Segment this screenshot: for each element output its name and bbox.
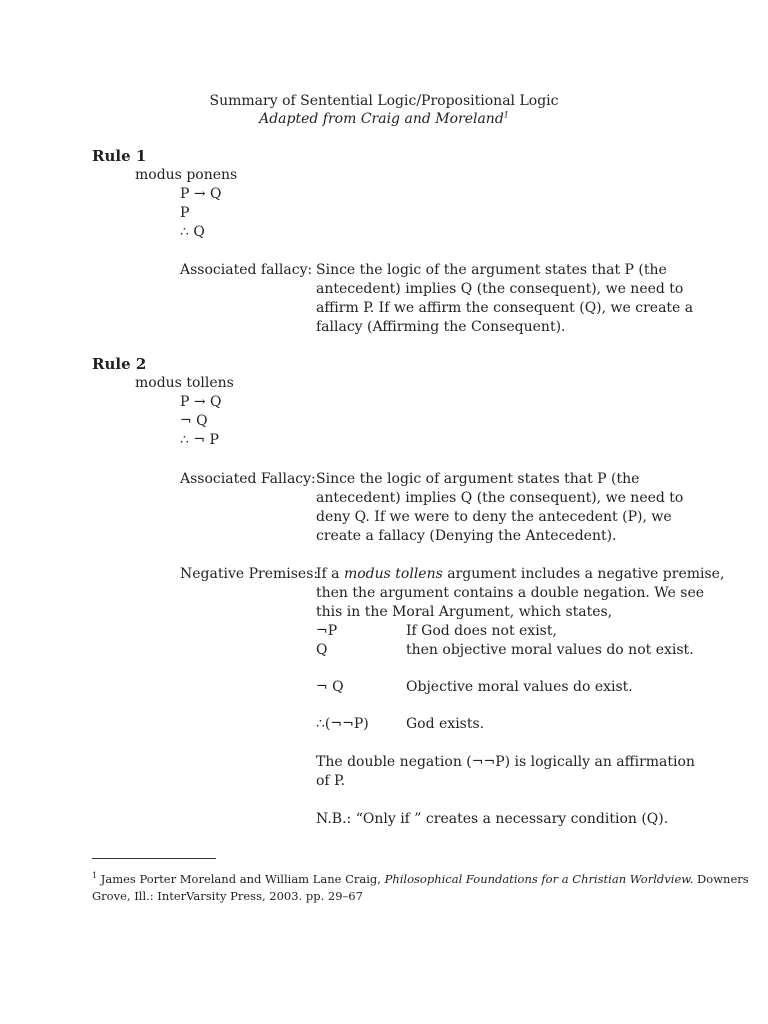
footnote-authors: James Porter Moreland and William Lane Craig, [97, 872, 385, 886]
np-post: argument includes a negative premise, [442, 566, 725, 582]
rule-1-fallacy-label: Associated fallacy: [180, 262, 313, 278]
document-subtitle [0, 110, 768, 129]
rule-2-fallacy-line: create a fallacy (Denying the Antecedent). [316, 528, 617, 544]
rule-1-fallacy-line: antecedent) implies Q (the consequent), we need to [316, 281, 684, 297]
rule-2-fallacy-line: deny Q. If we were to deny the antecedent (P), we [316, 509, 672, 525]
negative-premises-line [316, 565, 724, 584]
rule-1-line-2: P [180, 205, 190, 221]
moral-arg-text: If God does not exist, [406, 623, 557, 639]
np-pre: If a [316, 566, 344, 582]
rule-1-fallacy-line: affirm P. If we affirm the consequent (Q), we create a [316, 300, 694, 316]
rule-1-fallacy-line: fallacy (Affirming the Consequent). [316, 319, 566, 335]
document-title: Summary of Sentential Logic/Propositional Logic [209, 93, 559, 109]
moral-arg-symbol: ¬P [316, 623, 338, 639]
subtitle-text: Adapted from Craig and Moreland [259, 111, 504, 127]
moral-arg-text: then objective moral values do not exist. [406, 642, 694, 658]
rule-1-name: modus ponens [135, 167, 238, 183]
moral-arg-text: God exists. [406, 716, 485, 732]
rule-2-line-3: ∴ ¬ P [180, 432, 219, 448]
footnote-pub: Downers [693, 872, 749, 886]
rule-2-fallacy-label: Associated Fallacy: [180, 471, 316, 487]
double-negation-line: The double negation (¬¬P) is logically an affirmation [316, 754, 695, 770]
footnote-separator [92, 858, 216, 859]
footnote-ref[interactable]: 1 [503, 110, 509, 120]
rule-1-fallacy-line: Since the logic of the argument states that P (the [316, 262, 667, 278]
rule-1-heading: Rule 1 [92, 147, 147, 165]
moral-arg-text: Objective moral values do exist. [406, 679, 633, 695]
footnote-line-2: Grove, Ill.: InterVarsity Press, 2003. pp. 29–67 [92, 889, 363, 903]
rule-1-line-1: P → Q [180, 186, 222, 202]
rule-2-fallacy-line: antecedent) implies Q (the consequent), we need to [316, 490, 684, 506]
rule-2-line-2: ¬ Q [180, 413, 208, 429]
rule-2-heading: Rule 2 [92, 355, 147, 373]
negative-premises-label: Negative Premises: [180, 566, 319, 582]
footnote-number: 1 [92, 871, 98, 881]
footnote-line-1 [92, 871, 749, 888]
rule-2-line-1: P → Q [180, 394, 222, 410]
negative-premises-line: this in the Moral Argument, which states, [316, 604, 613, 620]
rule-2-fallacy-line: Since the logic of argument states that P (the [316, 471, 640, 487]
nota-bene: N.B.: “Only if ” creates a necessary condition (Q). [316, 811, 669, 827]
footnote-book-title: Philosophical Foundations for a Christian Worldview. [384, 872, 694, 886]
negative-premises-line: then the argument contains a double negation. We see [316, 585, 705, 601]
rule-2-name: modus tollens [135, 375, 234, 391]
moral-arg-symbol: Q [316, 642, 328, 658]
moral-arg-symbol: ∴(¬¬P) [316, 716, 369, 732]
moral-arg-symbol: ¬ Q [316, 679, 344, 695]
rule-1-line-3: ∴ Q [180, 224, 205, 240]
np-em: modus tollens [343, 566, 443, 582]
double-negation-line: of P. [316, 773, 346, 789]
